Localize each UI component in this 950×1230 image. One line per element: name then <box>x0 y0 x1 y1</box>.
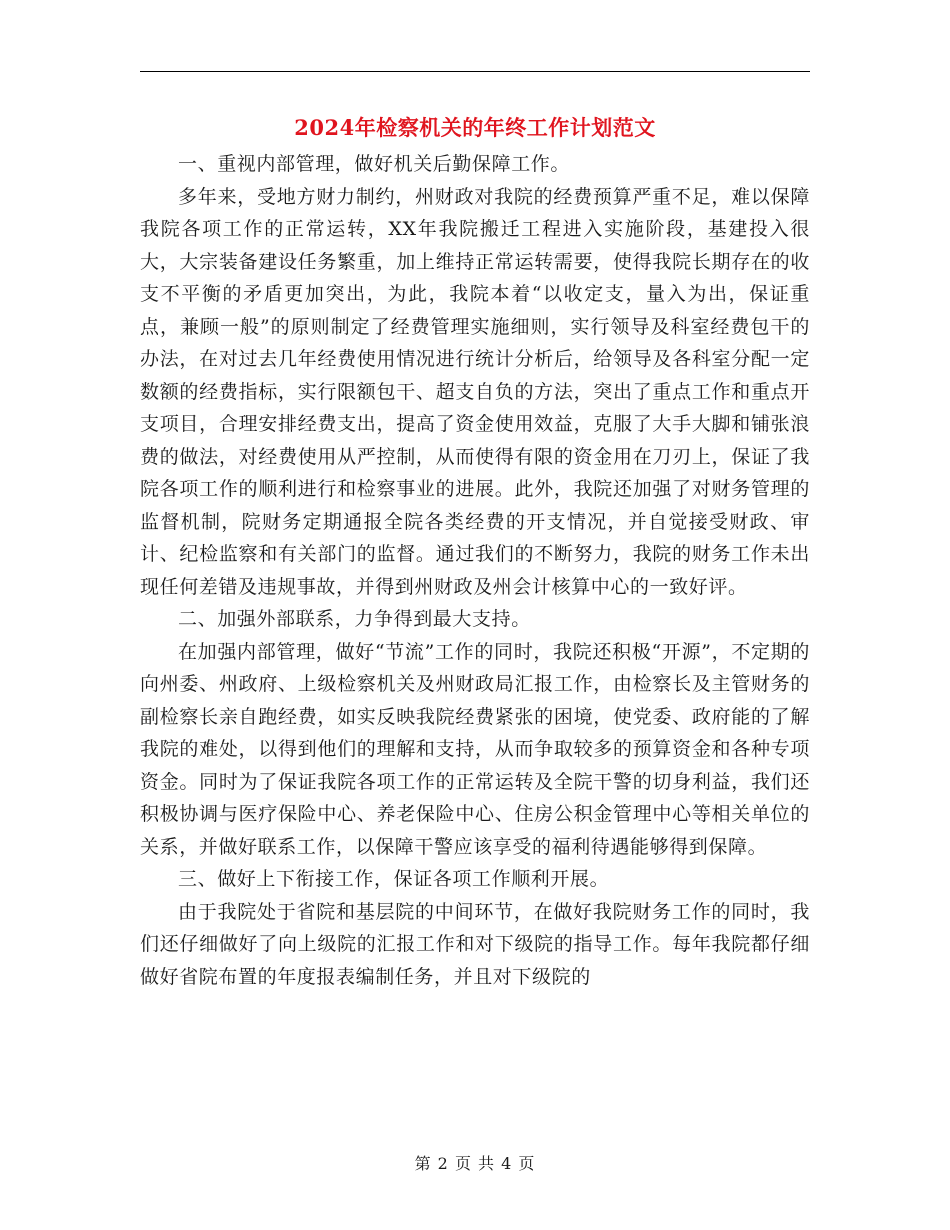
footer-prefix: 第 <box>414 1154 432 1173</box>
document-title: 2024年检察机关的年终工作计划范文 <box>294 115 656 140</box>
body-paragraph-3: 由于我院处于省院和基层院的中间环节，在做好我院财务工作的同时，我们还仔细做好了向上级院的汇报工作和对下级院的指导工作。每年我院都仔细做好省院布置的年度报表编制任务，并且对下级院的 <box>140 900 810 988</box>
document-body <box>140 148 810 993</box>
body-paragraph-1: 多年来，受地方财力制约，州财政对我院的经费预算严重不足，难以保障我院各项工作的正常运转，XX年我院搬迁工程进入实施阶段，基建投入很大，大宗装备建设任务繁重，加上维持正常运转需要，使得我院长期存在的收支不平衡的矛盾更加突出，为此，我院本着“以收定支，量入为出，保证重点，兼顾一般”的原则制定了经费管理实施细则，实行领导及科室经费包干的办法，在对过去几年经费使用情况进行统计分析后，给领导及各科室分配一定数额的经费指标，实行限额包干、超支自负的方法，突出了重点工作和重点开支项目，合理安排经费支出，提高了资金使用效益，克服了大手大脚和铺张浪费的做法，对经费使用从严控制，从而使得有限的资金用在刀刃上，保证了我院各项工作的顺利进行和检察事业的进展。此外，我院还加强了对财务管理的监督机制，院财务定期通报全院各类经费的开支情况，并自觉接受财政、审计、纪检监察和有关部门的监督。通过我们的不断努力，我院的财务工作未出现任何差错及违规事故，并得到州财政及州会计核算中心的一致好评。 <box>140 185 810 598</box>
section-heading-2: 二、加强外部联系，力争得到最大支持。 <box>178 608 531 630</box>
page-footer <box>140 1153 810 1175</box>
header-rule <box>140 71 810 72</box>
footer-current-page: 2 <box>437 1154 449 1173</box>
body-paragraph-2: 在加强内部管理，做好“节流”工作的同时，我院还积极“开源”，不定期的向州委、州政府、上级检察机关及州财政局汇报工作，由检察长及主管财务的副检察长亲自跑经费，如实反映我院经费紧张的困境，使党委、政府能的了解我院的难处，以得到他们的理解和支持，从而争取较多的预算资金和各种专项资金。同时为了保证我院各项工作的正常运转及全院干警的切身利益，我们还积极协调与医疗保险中心、养老保险中心、住房公积金管理中心等相关单位的关系，并做好联系工作，以保障干警应该享受的福利待遇能够得到保障。 <box>140 640 810 858</box>
footer-total-pages: 4 <box>501 1154 513 1173</box>
section-heading-1: 一、重视内部管理，做好机关后勤保障工作。 <box>178 153 571 175</box>
section-heading-3: 三、做好上下衔接工作，保证各项工作顺利开展。 <box>178 868 610 890</box>
footer-mid: 页 共 <box>454 1154 496 1173</box>
footer-suffix: 页 <box>518 1154 536 1173</box>
